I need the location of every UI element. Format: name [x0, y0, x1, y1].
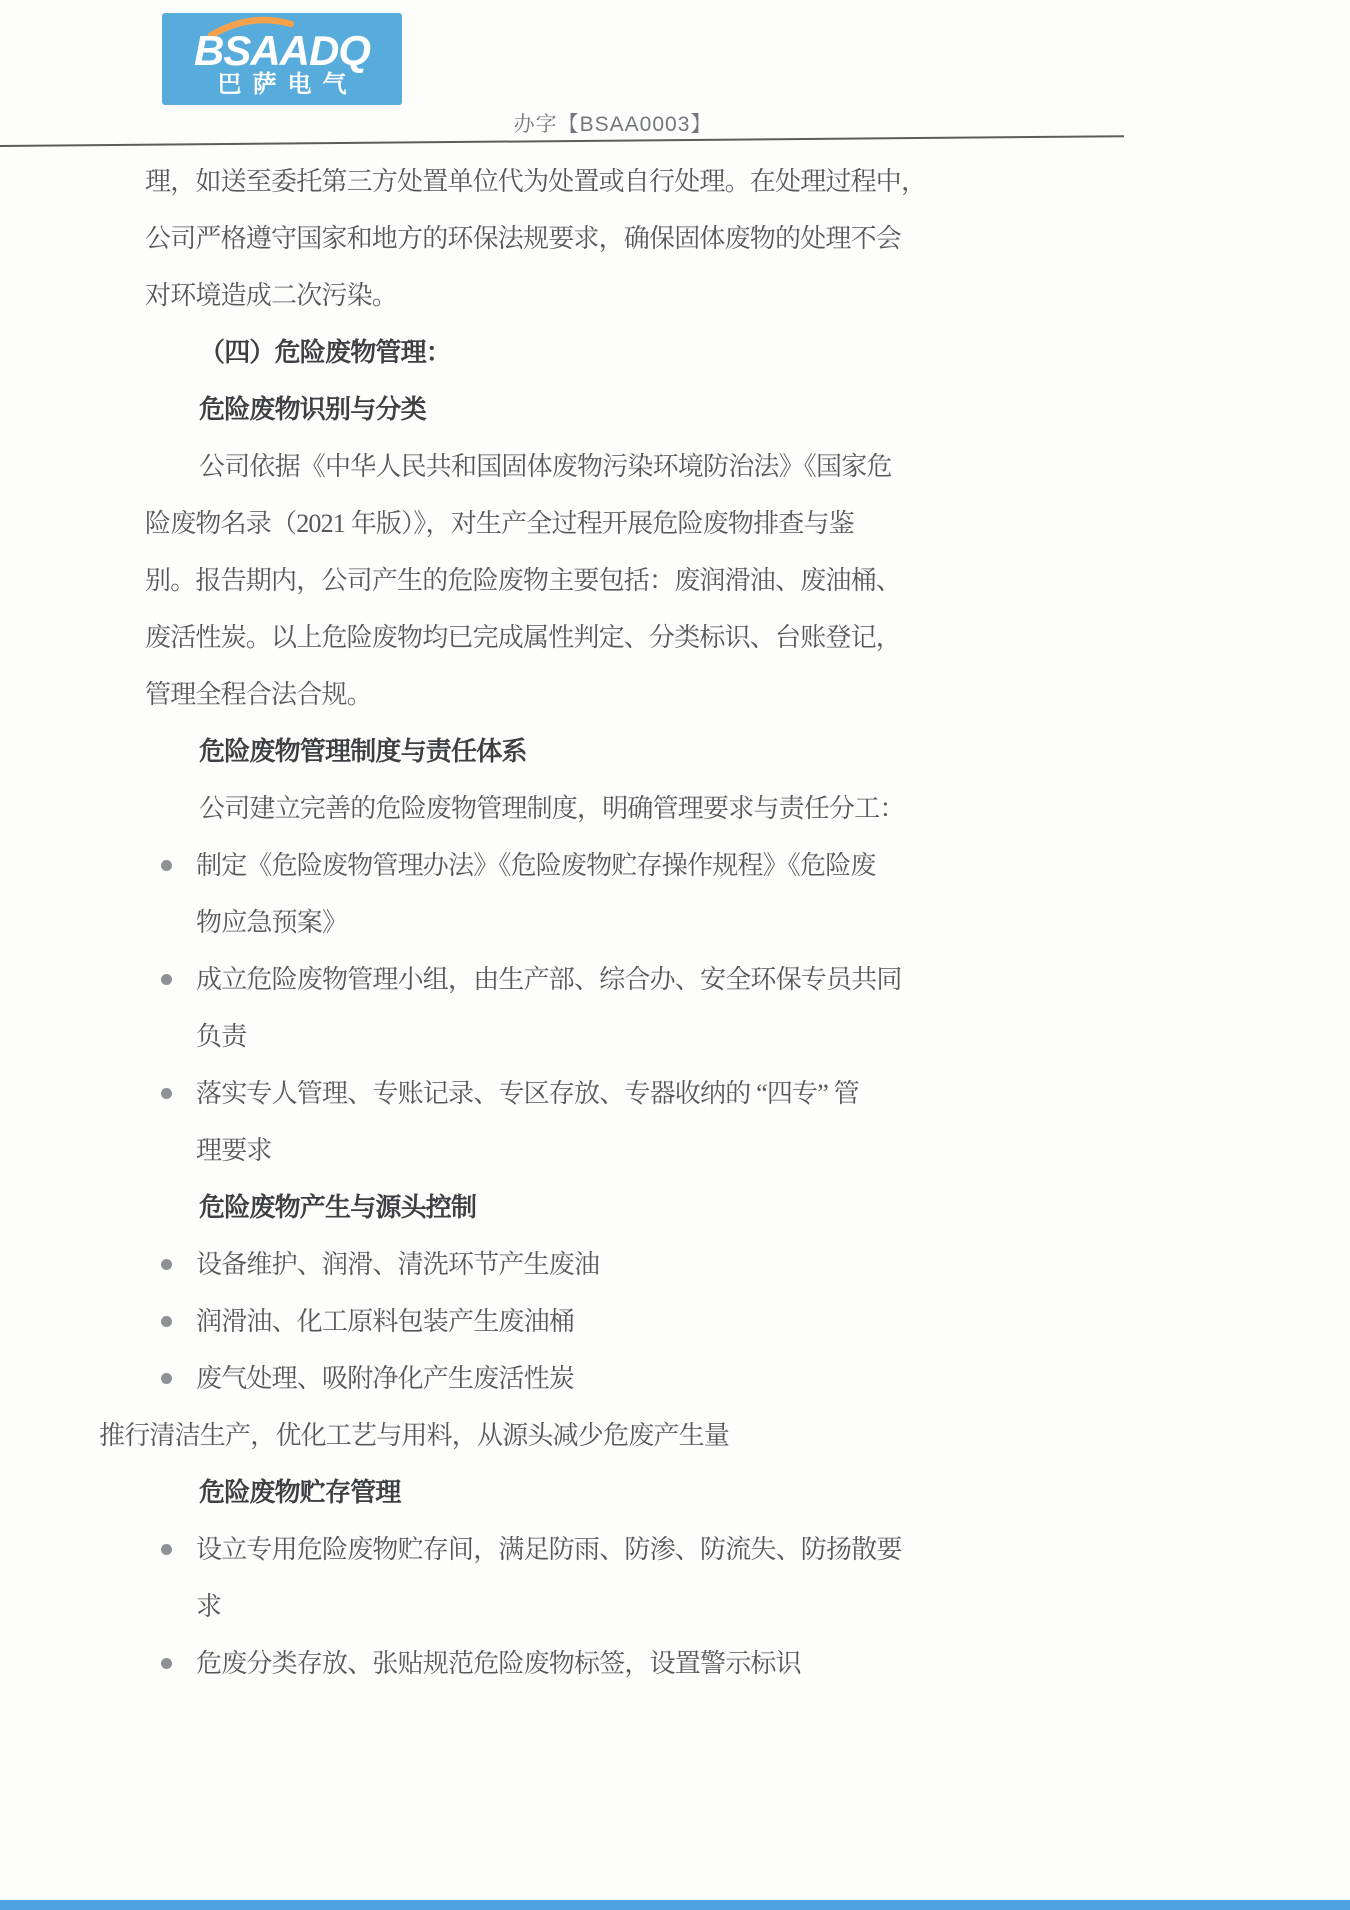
company-logo	[162, 13, 402, 105]
paragraph-line: 险废物名录（2021 年版）》，对生产全过程开展危险废物排查与鉴	[145, 509, 854, 538]
bullet-dot-icon	[161, 1316, 172, 1327]
bullet-text: 设立专用危险废物贮存间，满足防雨、防渗、防流失、防扬散要	[196, 1535, 902, 1564]
bullet-item	[145, 1350, 926, 1407]
bullet-item	[145, 837, 926, 894]
doc-number: 办字【BSAA0003】	[513, 113, 713, 136]
bullet-dot-icon	[161, 974, 172, 985]
bullet-item	[145, 951, 926, 1008]
bullet-dot-icon	[161, 1088, 172, 1099]
paragraph-line: 管理全程合法合规。	[145, 680, 372, 709]
outdented-line: 推行清洁生产，优化工艺与用料，从源头减少危废产生量	[99, 1421, 730, 1450]
logo-brand-text: BSAADQ	[193, 27, 370, 74]
paragraph-line: 别。报告期内，公司产生的危险废物主要包括：废润滑油、废油桶、	[145, 566, 902, 595]
bullet-dot-icon	[161, 1373, 172, 1384]
paragraph-line: 理，如送至委托第三方处置单位代为处置或自行处理。在处理过程中，	[145, 167, 927, 196]
bullet-text: 成立危险废物管理小组，由生产部、综合办、安全环保专员共同	[196, 965, 902, 994]
paragraph-line: 公司严格遵守国家和地方的环保法规要求，确保固体废物的处理不会	[145, 224, 902, 253]
bullet-text: 设备维护、润滑、清洗环节产生废油	[196, 1250, 600, 1279]
paragraph-line: 对环境造成二次污染。	[145, 281, 398, 310]
bullet-text: 废气处理、吸附净化产生废活性炭	[196, 1364, 575, 1393]
bullet-continuation	[145, 1008, 926, 1065]
section-subheading: 危险废物管理制度与责任体系	[199, 737, 527, 766]
paragraph-line: 废活性炭。以上危险废物均已完成属性判定、分类标识、台账登记，	[145, 623, 902, 652]
bullet-text: 润滑油、化工原料包装产生废油桶	[196, 1307, 575, 1336]
bullet-text: 制定《危险废物管理办法》《危险废物贮存操作规程》《危险废	[196, 851, 876, 880]
bullet-item	[145, 1236, 926, 1293]
bullet-text: 理要求	[196, 1136, 272, 1165]
bullet-item	[145, 1521, 926, 1578]
bullet-item	[145, 1635, 926, 1692]
logo-brand-cn-text: 巴萨电气	[217, 71, 358, 98]
bullet-text: 求	[196, 1592, 222, 1621]
bullet-text: 落实专人管理、专账记录、专区存放、专器收纳的 “四专” 管	[196, 1079, 859, 1108]
paragraph-line: 公司建立完善的危险废物管理制度，明确管理要求与责任分工：	[199, 794, 905, 823]
bullet-continuation	[145, 894, 926, 951]
bullet-dot-icon	[161, 1658, 172, 1669]
bullet-item	[145, 1293, 926, 1350]
bullet-text: 负责	[196, 1022, 247, 1051]
bullet-continuation	[145, 1122, 926, 1179]
section-heading: （四）危险废物管理：	[199, 338, 452, 367]
bullet-dot-icon	[161, 1259, 172, 1270]
bullet-text: 危废分类存放、张贴规范危险废物标签，设置警示标识	[196, 1649, 801, 1678]
document-body	[99, 153, 927, 1692]
bullet-dot-icon	[161, 1544, 172, 1555]
section-subheading: 危险废物识别与分类	[199, 395, 426, 424]
bottom-blue-bar	[0, 1900, 1350, 1910]
bullet-text: 物应急预案》	[196, 908, 348, 937]
section-subheading: 危险废物贮存管理	[199, 1478, 401, 1507]
bullet-dot-icon	[161, 860, 172, 871]
bullet-item	[145, 1065, 926, 1122]
paragraph-line: 公司依据《中华人民共和国固体废物污染环境防治法》《国家危	[199, 452, 892, 481]
bullet-continuation	[145, 1578, 926, 1635]
section-subheading: 危险废物产生与源头控制	[199, 1193, 477, 1222]
